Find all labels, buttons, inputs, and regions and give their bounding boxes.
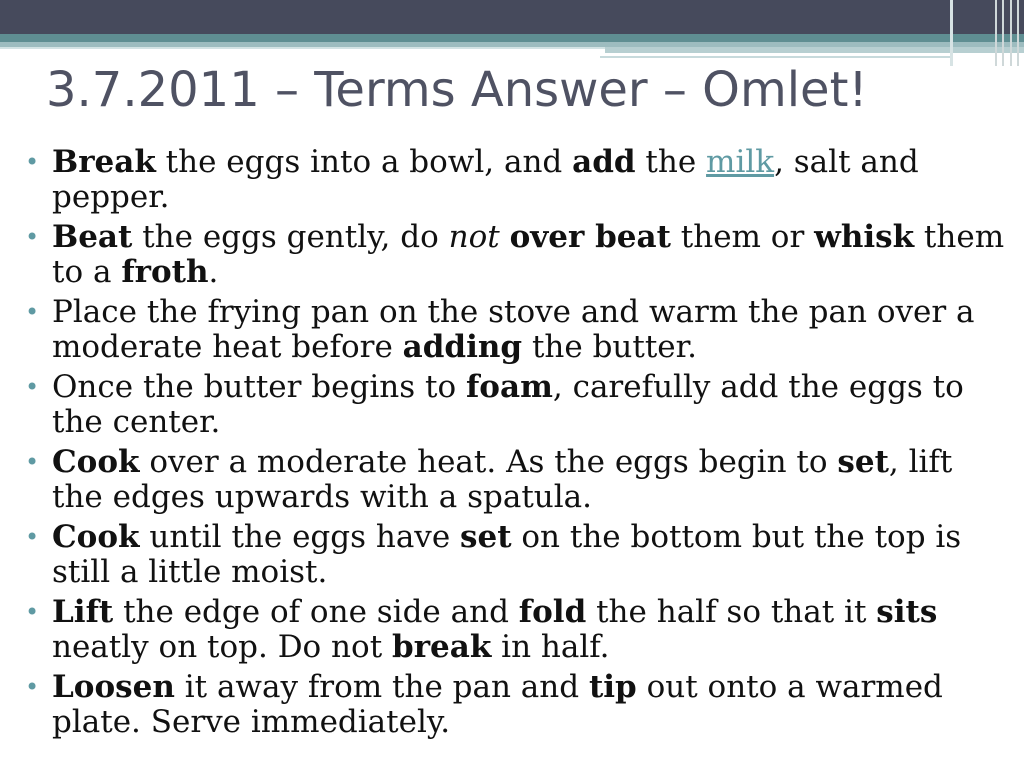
bullet-marker: • [25,373,40,401]
bold-term: adding [402,329,523,365]
bullet-marker: • [25,223,40,251]
bullet-marker: • [25,298,40,326]
bold-term: whisk [814,219,915,255]
bold-term: set [460,519,512,555]
bullet-item [25,295,1010,365]
bullet-marker: • [25,448,40,476]
bold-term: Break [52,144,156,180]
bullet-text: Place the frying pan on the stove and warm the pan over a moderate heat before [52,294,975,365]
header-divider [995,0,997,66]
bullet-item [25,445,1010,515]
bold-term: froth [121,254,209,290]
bold-term: add [572,144,636,180]
header-stripe-right [605,47,1024,53]
bold-term: set [837,444,889,480]
bullet-text: neatly on top. Do not [52,629,393,665]
bullet-item [25,520,1010,590]
bullet-text: out onto a warmed plate. Serve immediately. [52,669,943,740]
bullet-text: on the bottom but the top is still a little moist. [52,519,962,590]
bullet-text: in half. [491,629,610,665]
italic-text: not [448,219,500,255]
header-divider [1017,0,1019,66]
bullet-text: Once the butter begins to [52,369,466,405]
bullet-text: the eggs into a bowl, and [155,144,573,180]
bold-term: Loosen [52,669,175,705]
header-divider [950,0,953,66]
bold-term: Beat [52,219,133,255]
header-accent-line [600,56,950,58]
bullet-text [500,219,510,255]
bullet-text: them or [670,219,815,255]
bullet-marker: • [25,673,40,701]
header-divider [1010,0,1012,66]
bullet-text: until the eggs have [139,519,461,555]
bullet-item [25,670,1010,740]
bullet-text: it away from the pan and [174,669,589,705]
bullet-list [25,145,1010,745]
milk-link[interactable]: milk [706,144,775,180]
slide-title: 3.7.2011 – Terms Answer – Omlet! [46,62,868,118]
bold-term: Cook [52,519,140,555]
bullet-item [25,145,1010,215]
bold-term: sits [876,594,938,630]
bullet-text: the half so that it [586,594,877,630]
bullet-item [25,595,1010,665]
bold-term: over beat [509,219,671,255]
header-stripe-thin [0,47,605,49]
bullet-text: . [208,254,219,290]
bold-term: fold [518,594,587,630]
bullet-marker: • [25,523,40,551]
bold-term: break [392,629,492,665]
bullet-text: over a moderate heat. As the eggs begin to [139,444,838,480]
bullet-text: the edge of one side and [113,594,519,630]
bullet-item [25,220,1010,290]
bullet-text: them to a [52,219,1005,290]
header-band [0,0,1024,34]
header-stripe [0,34,1024,42]
bullet-text: , carefully add the eggs to the center. [52,369,964,440]
bold-term: Lift [52,594,114,630]
bullet-item [25,370,1010,440]
bullet-marker: • [25,598,40,626]
bullet-text: , lift the edges upwards with a spatula. [52,444,953,515]
bold-term: Cook [52,444,140,480]
bold-term: tip [588,669,637,705]
bold-term: foam [465,369,553,405]
bullet-marker: • [25,148,40,176]
header-divider [1002,0,1004,66]
bullet-text: the [635,144,707,180]
bullet-text: , salt and pepper. [52,144,919,215]
bullet-text: the eggs gently, do [132,219,449,255]
bullet-text: the butter. [522,329,697,365]
